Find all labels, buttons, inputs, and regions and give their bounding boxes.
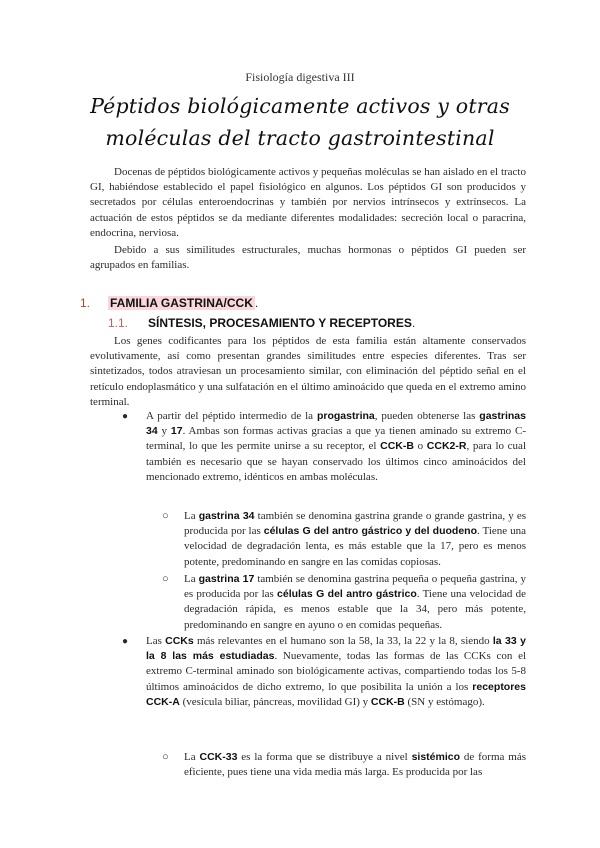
list-item-gastrinas: ● A partir del péptido intermedio de la progastrina, pueden obtenerse las gastrinas 34 y 17. Ambas son formas activas gracias a que ya tienen aminado su extremo C-terminal, lo que les permite unirse a su receptor, el CCK-B o CCK2-R, para lo cual también es necesario que se hayan conservado los últimos cinco aminoácidos del mencionado extremo, idénticos en ambas moléculas. [122,410,527,483]
section-1-suffix: . [254,296,259,310]
page-header: Fisiología digestiva III [245,70,355,84]
section-1-1-paragraph: Los genes codificantes para los péptidos de esta familia están altamente conservados evolutivamente, así como presentan grandes similitudes entre especies diferentes. Tras ser sintetizados, todos atraviesan un procesamiento similar, con eliminación del péptido señal en el retículo endoplasmático y una sulfatación en el último aminoácido que queda en el extremo amino terminal. [90,335,526,408]
section-1-title: FAMILIA GASTRINA/CCK [110,296,253,310]
bullet-icon: ● [122,411,129,422]
sub-bullet-icon: ○ [162,751,169,763]
intro-paragraph-1: Docenas de péptidos biológicamente activos y pequeñas moléculas se han aislado en el tracto GI, habiéndose establecido el papel fisiológico en algunos. Los péptidos GI son producidos y secretados por células enteroendocrinas y también por nervios intrínsecos y extrínsecos. La actuación de estos péptidos se da mediante diferentes modalidades: secreción local o paracrina, endocrina, nerviosa. [90,166,526,239]
section-1-1-number: 1.1. [108,316,129,330]
intro-paragraph-2: Debido a sus similitudes estructurales, muchas hormonas o péptidos GI pueden ser agrupados en familias. [90,244,526,272]
sub-list-item-cck-33: ○ La CCK-33 es la forma que se distribuye a nivel sistémico de forma más eficiente, pues tiene una vida media más larga. Es producida por las [162,751,526,779]
section-1-number: 1. [80,296,91,310]
section-1-1-suffix: . [411,316,416,330]
sub-list-item-gastrina-17: ○ La gastrina 17 también se denomina gastrina pequeña o pequeña gastrina, y es producida por las células G del antro gástrico. Tiene una velocidad de degradación rápida, es menos estable que la 34, pero más potente, predominando en sangre en ayuno o en comidas pequeñas. [162,573,526,631]
section-1-heading [80,296,258,310]
sub-list-item-gastrina-34: ○ La gastrina 34 también se denomina gastrina grande o grande gastrina, y es producida por las células G del antro gástrico y del duodeno. Tiene una velocidad de degradación lenta, es más estable que la 17, pero es menos potente, predominando en sangre en las comidas copiosas. [162,510,527,568]
section-1-1-title: SÍNTESIS, PROCESAMIENTO Y RECEPTORES [148,316,412,330]
page-title: Péptidos biológicamente activos y otras moléculas del tracto gastrointestinal [90,94,510,150]
list-item-ccks: ● Las CCKs más relevantes en el humano son la 58, la 33, la 22 y la 8, siendo la 33 y la 8 las más estudiadas. Nuevamente, todas las formas de las CCKs con el extremo C-terminal aminado son biológicamente activas, compartiendo todas los 5-8 últimos aminoácidos de dicho extremo, lo que posibilita la unión a los receptores CCK-A (vesícula biliar, páncreas, movilidad GI) y CCK-B (SN y estómago). [122,635,527,708]
section-1-1-heading [108,316,415,330]
bullet-icon: ● [122,636,129,647]
sub-bullet-icon: ○ [162,510,169,522]
sub-bullet-icon: ○ [162,573,169,585]
